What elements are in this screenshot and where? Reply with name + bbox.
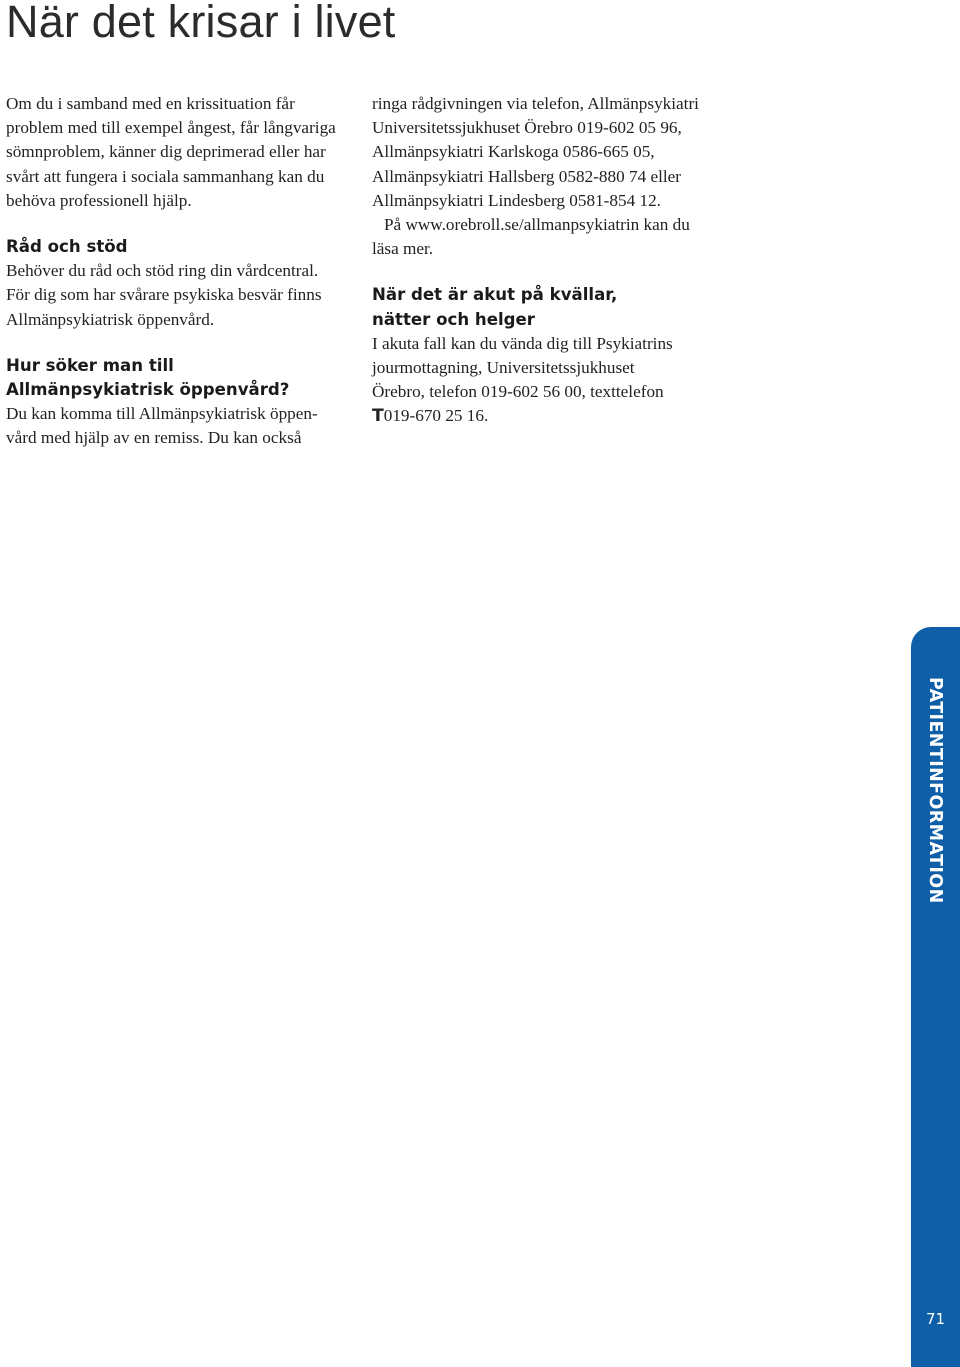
section-heading-rad-och-stod: Råd och stöd [6, 237, 128, 257]
left-column [6, 92, 351, 451]
text-line: vård med hjälp av en remiss. Du kan också [6, 428, 302, 448]
section-paragraph [372, 332, 717, 429]
text-line: läsa mer. [372, 239, 434, 259]
heading-line: nätter och helger [372, 309, 535, 329]
section-paragraph [6, 259, 351, 332]
text-line: sömnproblem, känner dig deprimerad eller har [6, 142, 326, 162]
heading-line: Hur söker man till [6, 355, 174, 375]
heading-line: När det är akut på kvällar, [372, 285, 618, 305]
intro-paragraph [6, 92, 351, 213]
text-line: Om du i samband med en krissituation får [6, 94, 295, 113]
text-line: problem med till exempel ångest, får långvariga [6, 118, 336, 138]
section-heading-akut [372, 283, 717, 331]
web-paragraph [372, 213, 717, 261]
text-line: ringa rådgivningen via telefon, Allmänpsykiatri [372, 94, 699, 113]
text-line: I akuta fall kan du vända dig till Psykiatrins [372, 333, 673, 353]
text-line: jourmottagning, Universitetssjukhuset [372, 358, 635, 378]
text-line: Örebro, telefon 019-602 56 00, texttelefon [372, 382, 664, 402]
page-title: När det krisar i livet [6, 0, 396, 47]
side-tab-label: PATIENTINFORMATION [925, 677, 945, 904]
text-line: På www.orebroll.se/allmanpsykiatrin kan du [384, 215, 690, 235]
heading-line: Allmänpsykiatrisk öppenvård? [6, 380, 290, 400]
text-line: Du kan komma till Allmänpsykiatrisk öppen- [6, 404, 318, 424]
text-line: För dig som har svårare psykiska besvär finns [6, 285, 322, 305]
text-line: Allmänpsykiatri Karlskoga 0586-665 05, [372, 142, 655, 162]
text-line: Allmänpsykiatri Lindesberg 0581-854 12. [372, 190, 661, 210]
text-line: behöva professionell hjälp. [6, 190, 192, 210]
section-heading-hur-soker-man [6, 354, 351, 402]
texttelefon-number: 019-670 25 16. [383, 406, 489, 426]
page-number: 71 [925, 1310, 946, 1328]
right-column [372, 92, 717, 429]
text-line: Universitetssjukhuset Örebro 019-602 05 96, [372, 118, 682, 138]
text-line: svårt att fungera i sociala sammanhang kan du [6, 166, 325, 186]
text-line: Behöver du råd och stöd ring din vårdcentral. [6, 261, 319, 281]
text-line [372, 404, 717, 428]
section-paragraph [6, 402, 351, 450]
texttelefon-prefix: T [372, 406, 384, 427]
continued-paragraph [372, 92, 717, 213]
text-line: Allmänpsykiatrisk öppenvård. [6, 309, 215, 329]
text-line: Allmänpsykiatri Hallsberg 0582-880 74 eller [372, 166, 681, 186]
